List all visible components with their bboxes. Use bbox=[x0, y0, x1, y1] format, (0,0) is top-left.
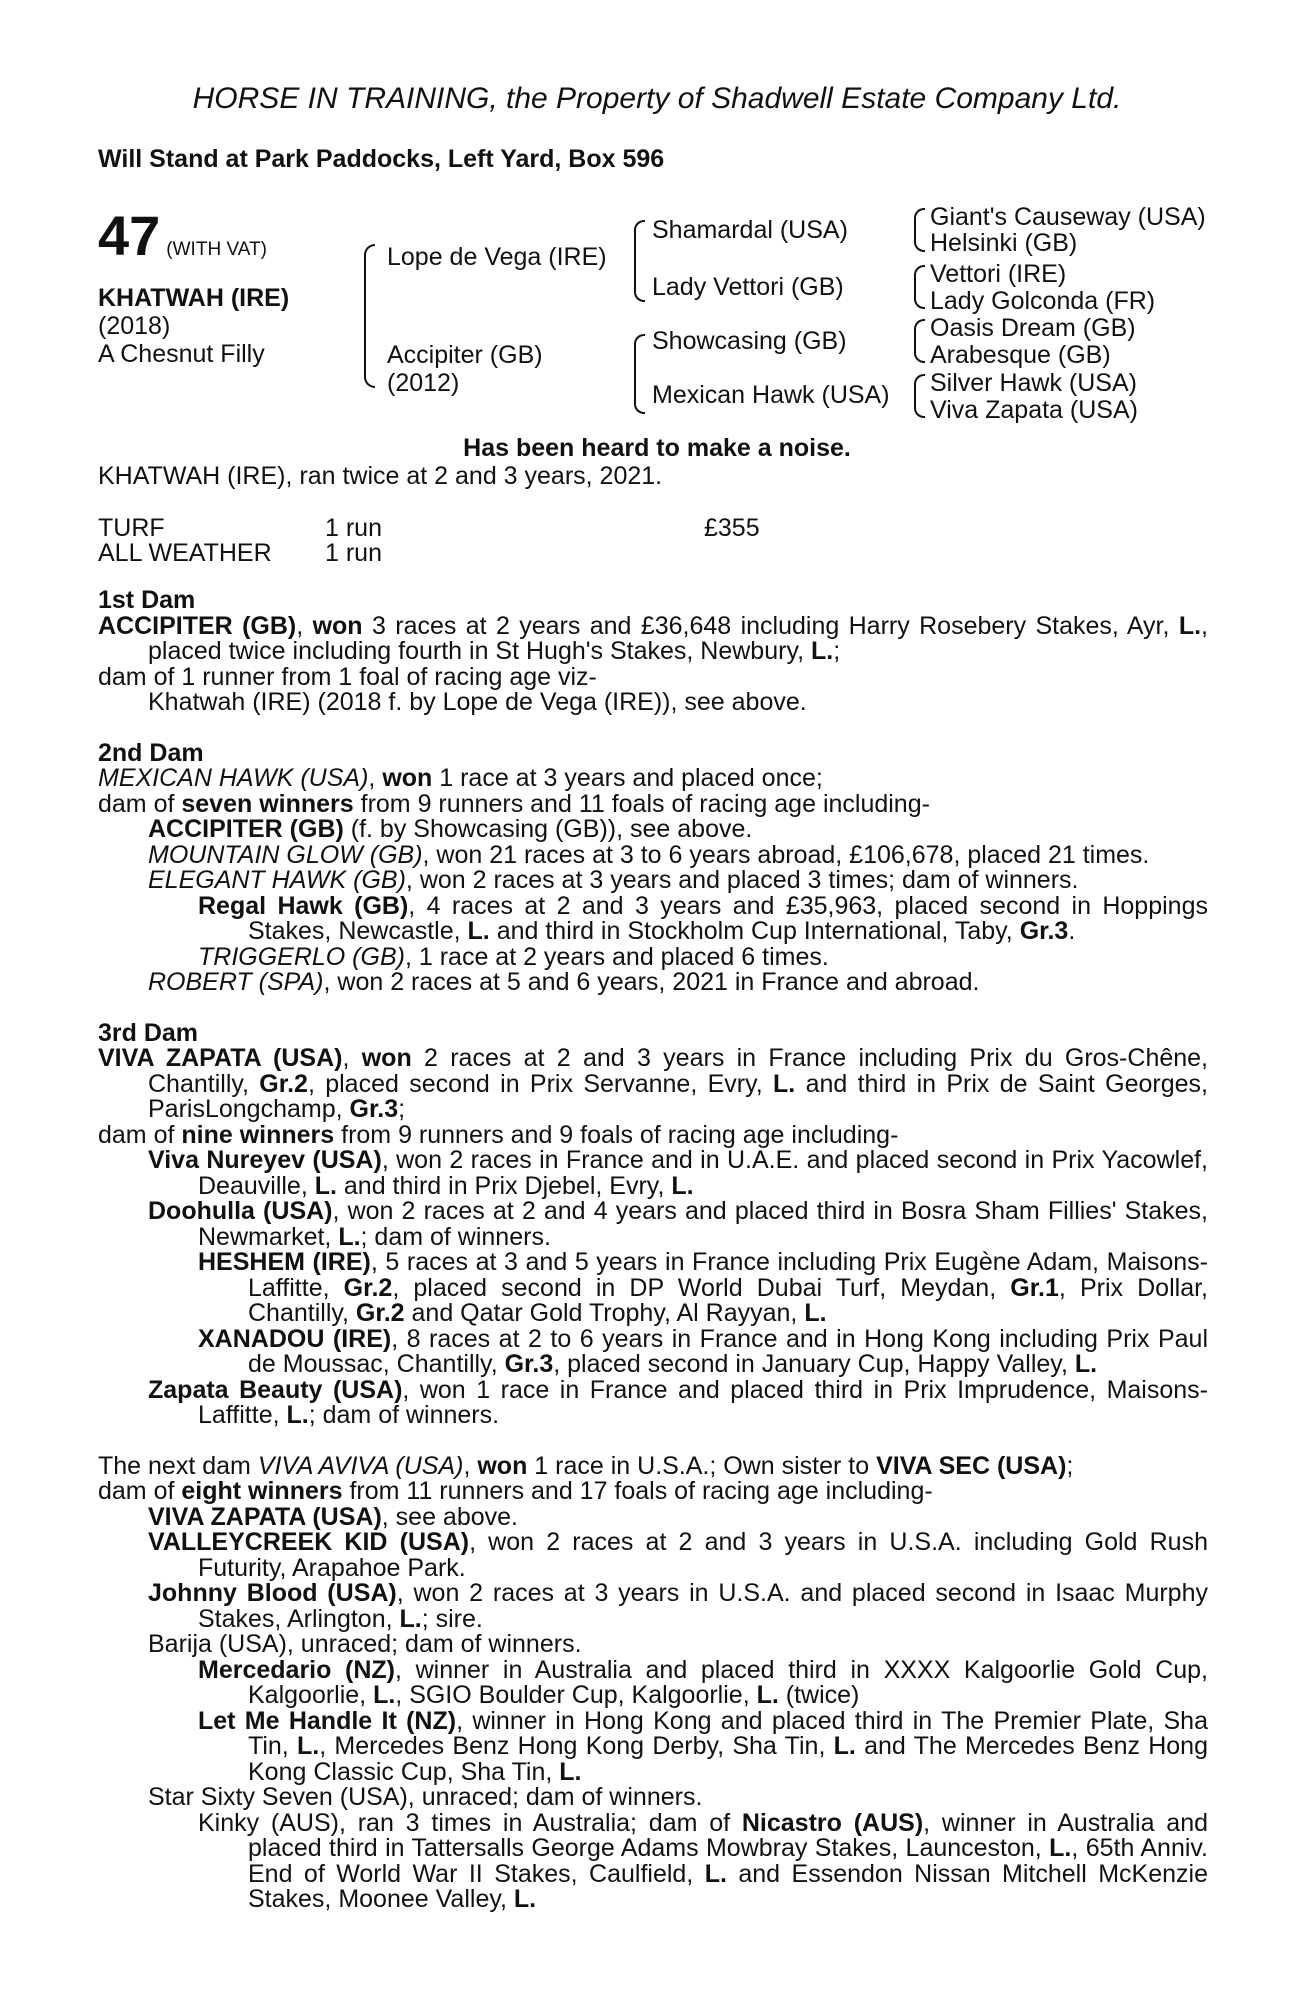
lot-number-value: 47 bbox=[98, 204, 161, 267]
pedigree-brace bbox=[914, 319, 925, 363]
second-dam-heading: 2nd Dam bbox=[98, 738, 204, 767]
horse-description: A Chesnut Filly bbox=[98, 340, 265, 368]
produce-entry: Mercedario (NZ), winner in Australia and placed third in XXXX Kalgoorlie Gold Cup, Kalgoorlie, L., SGIO Boulder Cup, Kalgoorlie, L. (twice) bbox=[198, 1655, 1208, 1709]
pedigree-gg-3: Vettori (IRE) bbox=[930, 260, 1067, 288]
produce-entry: ACCIPITER (GB) (f. by Showcasing (GB)), see above. bbox=[148, 815, 753, 843]
produce-entry: Barija (USA), unraced; dam of winners. bbox=[148, 1630, 582, 1658]
stand-location: Will Stand at Park Paddocks, Left Yard, Box 596 bbox=[98, 145, 665, 173]
produce-entry: HESHEM (IRE), 5 races at 3 and 5 years in France including Prix Eugène Adam, Maisons-Laffitte, Gr.2, placed second in DP World Dubai Turf, Meydan, Gr.1, Prix Dollar, Chantilly, Gr.2 and Qatar Gold Trophy, Al Rayyan, L. bbox=[198, 1248, 1208, 1327]
produce-records bbox=[98, 588, 1208, 1913]
first-dam-produce: dam of 1 runner from 1 foal of racing age viz- bbox=[98, 662, 597, 691]
turf-label: TURF bbox=[98, 514, 165, 542]
produce-entry: Zapata Beauty (USA), won 1 race in France and placed third in Prix Imprudence, Maisons-Laffitte, L.; dam of winners. bbox=[148, 1375, 1208, 1429]
pedigree-brace bbox=[634, 334, 645, 414]
vat-label: (WITH VAT) bbox=[166, 239, 267, 260]
pedigree-brace bbox=[364, 244, 375, 388]
second-dam-record: MEXICAN HAWK (USA), won 1 race at 3 years and placed once; bbox=[98, 764, 823, 792]
pedigree-gg-2: Helsinki (GB) bbox=[930, 229, 1078, 257]
pedigree-dam-dam: Mexican Hawk (USA) bbox=[652, 381, 890, 409]
turf-prize: £355 bbox=[704, 514, 760, 542]
pedigree-brace bbox=[914, 265, 925, 309]
produce-entry: Doohulla (USA), won 2 races at 2 and 4 years and placed third in Bosra Sham Fillies' Stakes, Newmarket, L.; dam of winners. bbox=[148, 1197, 1208, 1251]
pedigree-sire: Lope de Vega (IRE) bbox=[387, 243, 607, 271]
second-dam-produce: dam of seven winners from 9 runners and 11 foals of racing age including- bbox=[98, 789, 930, 818]
third-dam-produce: dam of nine winners from 9 runners and 9 foals of racing age including- bbox=[98, 1120, 899, 1149]
produce-entry: ROBERT (SPA), won 2 races at 5 and 6 years, 2021 in France and abroad. bbox=[148, 968, 980, 996]
noise-note: Has been heard to make a noise. bbox=[463, 434, 851, 462]
pedigree-gg-4: Lady Golconda (FR) bbox=[930, 287, 1156, 315]
first-dam-record: ACCIPITER (GB), won 3 races at 2 years and £36,648 including Harry Rosebery Stakes, Ayr, L., placed twice including fourth in St Hugh's Stakes, Newbury, L.; bbox=[98, 611, 1208, 665]
lot-number bbox=[98, 203, 267, 268]
turf-runs: 1 run bbox=[325, 514, 382, 542]
pedigree-gg-1: Giant's Causeway (USA) bbox=[930, 203, 1206, 231]
produce-entry: Viva Nureyev (USA), won 2 races in France and in U.A.E. and placed second in Prix Yacowlef, Deauville, L. and third in Prix Djebel, Evry, L. bbox=[148, 1146, 1208, 1200]
pedigree-brace bbox=[634, 220, 645, 302]
produce-entry: VALLEYCREEK KID (USA), won 2 races at 2 and 3 years in U.S.A. including Gold Rush Futurity, Arapahoe Park. bbox=[148, 1528, 1208, 1582]
produce-entry: Khatwah (IRE) (2018 f. by Lope de Vega (IRE)), see above. bbox=[148, 688, 807, 716]
produce-entry: MOUNTAIN GLOW (GB), won 21 races at 3 to 6 years abroad, £106,678, placed 21 times. bbox=[148, 840, 1150, 869]
horse-info bbox=[98, 284, 289, 368]
pedigree-gg-8: Viva Zapata (USA) bbox=[930, 396, 1138, 424]
produce-entry: Regal Hawk (GB), 4 races at 2 and 3 years and £35,963, placed second in Hoppings Stakes, Newcastle, L. and third in Stockholm Cup International, Taby, Gr.3. bbox=[198, 891, 1208, 945]
pedigree-brace bbox=[914, 208, 925, 252]
produce-entry: VIVA ZAPATA (USA), see above. bbox=[148, 1502, 518, 1531]
horse-year: (2018) bbox=[98, 312, 171, 340]
produce-entry: Kinky (AUS), ran 3 times in Australia; dam of Nicastro (AUS), winner in Australia and placed third in Tattersalls George Adams Mowbray Stakes, Launceston, L., 65th Anniv. End of World War II Stakes, Caulfield, L. and Essendon Nissan Mitchell McKenzie Stakes, Moonee Valley, L. bbox=[198, 1808, 1209, 1913]
next-dam-record: The next dam VIVA AVIVA (USA), won 1 race in U.S.A.; Own sister to VIVA SEC (USA); bbox=[98, 1451, 1074, 1480]
third-dam-heading: 3rd Dam bbox=[98, 1018, 199, 1047]
next-dam-produce: dam of eight winners from 11 runners and 17 foals of racing age including- bbox=[98, 1477, 933, 1505]
race-summary: KHATWAH (IRE), ran twice at 2 and 3 years, 2021. bbox=[98, 462, 663, 490]
first-dam-heading: 1st Dam bbox=[98, 586, 196, 614]
pedigree-gg-5: Oasis Dream (GB) bbox=[930, 314, 1136, 342]
pedigree-brace bbox=[914, 374, 925, 418]
pedigree-sire-dam: Lady Vettori (GB) bbox=[652, 273, 844, 301]
pedigree-gg-6: Arabesque (GB) bbox=[930, 341, 1111, 369]
produce-entry: XANADOU (IRE), 8 races at 2 to 6 years in France and in Hong Kong including Prix Paul de Moussac, Chantilly, Gr.3, placed second in January Cup, Happy Valley, L. bbox=[198, 1324, 1208, 1378]
pedigree-sire-sire: Shamardal (USA) bbox=[652, 216, 848, 244]
third-dam-record: VIVA ZAPATA (USA), won 2 races at 2 and 3 years in France including Prix du Gros-Chêne, Chantilly, Gr.2, placed second in Prix Servanne, Evry, L. and third in Prix de Saint Georges, ParisLongchamp, Gr.3; bbox=[98, 1044, 1208, 1123]
produce-entry: Let Me Handle It (NZ), winner in Hong Kong and placed third in The Premier Plate, Sha Tin, L., Mercedes Benz Hong Kong Derby, Sha Tin, L. and The Mercedes Benz Hong Kong Classic Cup, Sha Tin, L. bbox=[198, 1706, 1208, 1786]
pedigree-gg-7: Silver Hawk (USA) bbox=[930, 369, 1137, 397]
pedigree-dam-year: (2012) bbox=[387, 369, 460, 397]
all-weather-label: ALL WEATHER bbox=[98, 539, 272, 567]
produce-entry: Star Sixty Seven (USA), unraced; dam of winners. bbox=[148, 1783, 703, 1811]
all-weather-runs: 1 run bbox=[325, 539, 382, 567]
page-title: HORSE IN TRAINING, the Property of Shadwell Estate Company Ltd. bbox=[192, 82, 1122, 115]
pedigree-dam: Accipiter (GB) bbox=[387, 341, 543, 369]
produce-entry: TRIGGERLO (GB), 1 race at 2 years and placed 6 times. bbox=[198, 942, 829, 971]
horse-name: KHATWAH (IRE) bbox=[98, 284, 290, 312]
produce-entry: ELEGANT HAWK (GB), won 2 races at 3 years and placed 3 times; dam of winners. bbox=[148, 866, 1079, 894]
pedigree-dam-sire: Showcasing (GB) bbox=[652, 327, 847, 355]
produce-entry: Johnny Blood (USA), won 2 races at 3 years in U.S.A. and placed second in Isaac Murphy Stakes, Arlington, L.; sire. bbox=[148, 1579, 1208, 1633]
